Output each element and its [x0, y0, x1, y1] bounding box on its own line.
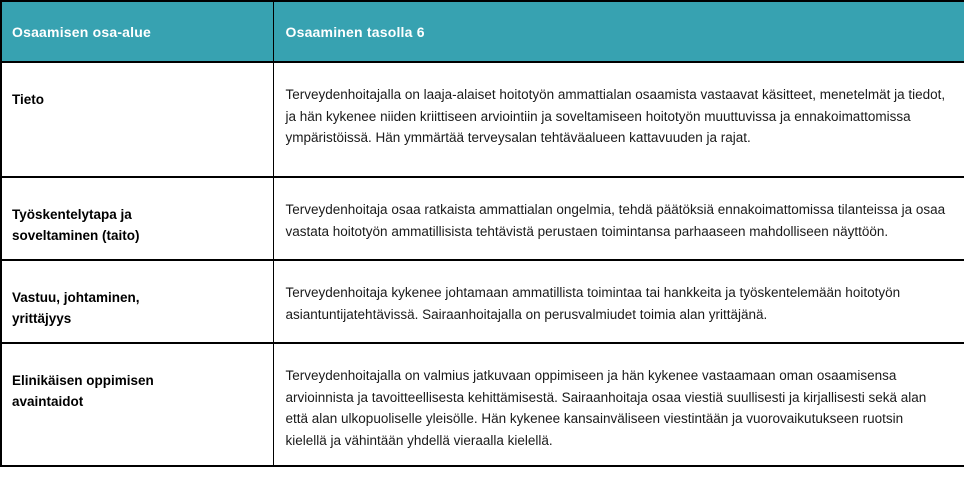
table-row-vastuu-johtaminen [1, 260, 964, 343]
column-header-osaamisen-osa-alue: Osaamisen osa-alue [1, 1, 273, 62]
row-area-label: Tieto [1, 62, 273, 177]
table-row-tieto [1, 62, 964, 177]
column-header-osaaminen-tasolla-6: Osaaminen tasolla 6 [273, 1, 964, 62]
row-area-label: Työskentelytapa ja soveltaminen (taito) [1, 177, 273, 260]
row-description: Terveydenhoitajalla on laaja-alaiset hoitotyön ammattialan osaamista vastaavat käsitteet, menetelmät ja tiedot, ja hän kykenee niiden kriittiseen arviointiin ja soveltamiseen hoitotyön muuttuvissa ja ennakoimattomissa ympäristöissä. Hän ymmärtää terveysalan tehtäväalueen kattavuuden ja rajat. [273, 62, 964, 177]
table-header-row [1, 1, 964, 62]
row-area-label: Elinikäisen oppimisen avaintaidot [1, 343, 273, 466]
table-row-tyoskentelytapa [1, 177, 964, 260]
row-description: Terveydenhoitaja kykenee johtamaan ammatillista toimintaa tai hankkeita ja työskentelemään hoitotyön asiantuntijatehtävissä. Sairaanhoitajalla on perusvalmiudet toimia alan yrittäjänä. [273, 260, 964, 343]
row-description: Terveydenhoitajalla on valmius jatkuvaan oppimiseen ja hän kykenee vastaamaan oman osaamisensa arvioinnista ja tavoitteellisesta kehittämisestä. Sairaanhoitaja osaa viestiä suullisesti ja kirjallisesti sekä alan että alan ulkopuoliselle yleisölle. Hän kykenee kansainväliseen viestintään ja vuorovaikutukseen ruotsin kielellä ja vähintään yhdellä vieraalla kielellä. [273, 343, 964, 466]
row-description: Terveydenhoitaja osaa ratkaista ammattialan ongelmia, tehdä päätöksiä ennakoimattomissa tilanteissa ja osaa vastata hoitotyön ammatillisista tehtävistä perustaen toimintansa parhaaseen mahdolliseen näyttöön. [273, 177, 964, 260]
table-row-elinikainen-oppiminen [1, 343, 964, 466]
row-area-label: Vastuu, johtaminen, yrittäjyys [1, 260, 273, 343]
